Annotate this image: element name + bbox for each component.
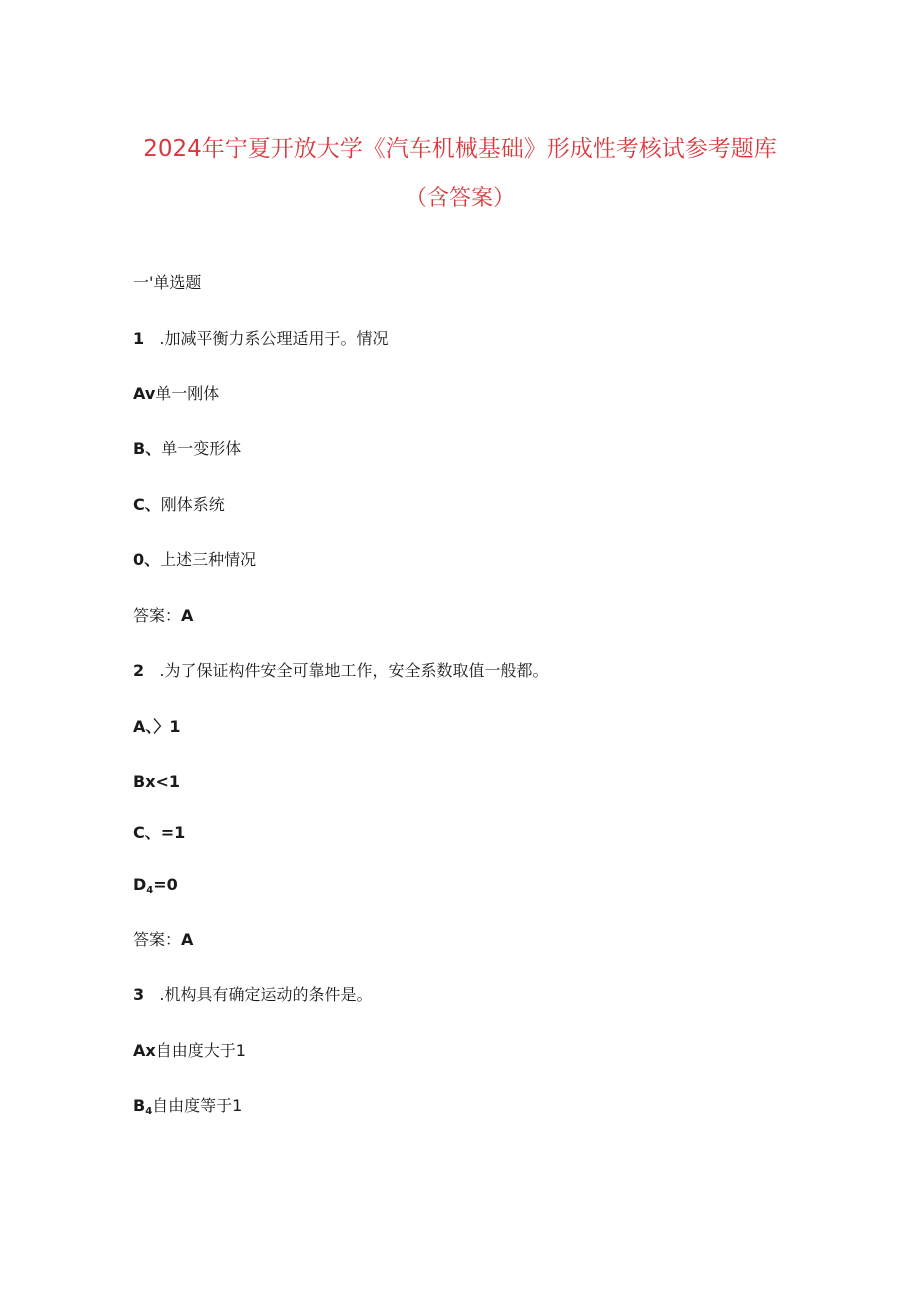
question-1-option-a xyxy=(133,384,219,404)
question-2-option-b xyxy=(133,772,180,792)
question-3-option-b xyxy=(133,1096,242,1122)
document-title-line2: （含答案） xyxy=(404,186,515,211)
option-text: <1 xyxy=(155,772,181,791)
option-subscript: 4 xyxy=(145,1106,153,1117)
option-label: C、 xyxy=(133,823,161,842)
option-label: A、 xyxy=(133,717,154,736)
question-2-answer xyxy=(133,930,193,950)
question-2 xyxy=(133,661,549,681)
option-label: Bx xyxy=(133,772,156,791)
option-label: 0、 xyxy=(133,550,161,569)
question-number: 2 xyxy=(133,661,145,680)
document-title-line1: 2024年宁夏开放大学《汽车机械基础》形成性考核试参考题库 xyxy=(143,136,777,162)
option-text: 〉1 xyxy=(153,717,181,736)
question-1-option-b xyxy=(133,439,241,459)
answer-value: A xyxy=(181,930,194,949)
question-text: .加减平衡力系公理适用于。情况 xyxy=(159,329,389,348)
option-label: D xyxy=(133,875,147,894)
option-text: 上述三种情况 xyxy=(160,550,257,569)
answer-label: 答案： xyxy=(133,930,182,949)
option-subscript: 4 xyxy=(146,885,154,896)
option-text: 单一刚体 xyxy=(155,384,220,403)
question-2-option-d xyxy=(133,875,178,901)
question-1-answer xyxy=(133,606,193,626)
question-number: 1 xyxy=(133,329,145,348)
answer-label: 答案： xyxy=(133,606,182,625)
option-text: 刚体系统 xyxy=(160,495,225,514)
question-2-option-a xyxy=(133,717,181,737)
option-text: 单一变形体 xyxy=(161,439,242,458)
question-3 xyxy=(133,985,373,1005)
option-label: B xyxy=(133,1096,146,1115)
option-label: B、 xyxy=(133,439,162,458)
question-1 xyxy=(133,329,389,349)
option-label: C、 xyxy=(133,495,161,514)
option-label: Av xyxy=(133,384,156,403)
section-heading: 一'单选题 xyxy=(133,273,202,292)
question-3-option-a xyxy=(133,1041,246,1061)
question-1-option-c xyxy=(133,495,225,515)
option-text: 自由度大于1 xyxy=(155,1041,246,1060)
option-text: 自由度等于1 xyxy=(152,1096,243,1115)
question-number: 3 xyxy=(133,985,145,1004)
question-2-option-c xyxy=(133,823,185,843)
question-text: .机构具有确定运动的条件是。 xyxy=(159,985,373,1004)
question-text: .为了保证构件安全可靠地工作，安全系数取值一般都。 xyxy=(159,661,549,680)
answer-value: A xyxy=(181,606,194,625)
option-text: =0 xyxy=(153,875,178,894)
option-text: =1 xyxy=(160,823,186,842)
question-1-option-d xyxy=(133,550,256,570)
option-label: Ax xyxy=(133,1041,156,1060)
